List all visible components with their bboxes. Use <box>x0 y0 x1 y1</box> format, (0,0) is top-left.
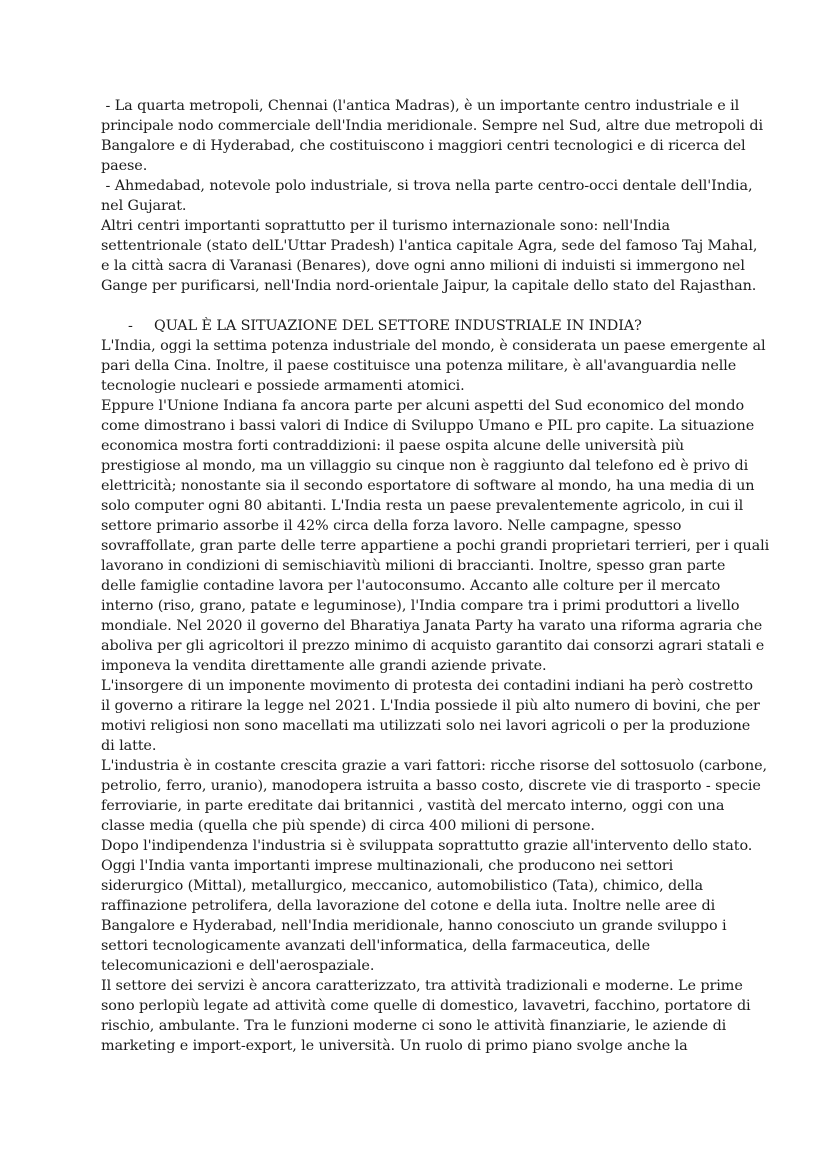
text-line: elettricità; nonostante sia il secondo esportatore di software al mondo, ha una media di un <box>101 478 755 494</box>
text-line: ferroviarie, in parte ereditate dai britannici , vastità del mercato interno, oggi con una <box>101 798 725 814</box>
text-line: L'industria è in costante crescita grazie a vari fattori: ricche risorse del sottosuolo (carbone, <box>101 758 768 774</box>
text-line: Bangalore e Hyderabad, nell'India meridionale, hanno conosciuto un grande sviluppo i <box>101 918 727 934</box>
section-heading <box>101 316 741 336</box>
text-line: siderurgico (Mittal), metallurgico, meccanico, automobilistico (Tata), chimico, della <box>101 878 704 894</box>
text-line: classe media (quella che più spende) di circa 400 milioni di persone. <box>101 818 595 834</box>
intro-paragraphs <box>101 96 763 296</box>
text-line: solo computer ogni 80 abitanti. L'India resta un paese prevalentemente agricolo, in cui il <box>101 498 744 514</box>
text-line: raffinazione petrolifera, della lavorazione del cotone e della iuta. Inoltre nelle aree di <box>101 898 716 914</box>
text-line: sovraffollate, gran parte delle terre appartiene a pochi grandi proprietari terrieri, per i quali <box>101 538 770 554</box>
text-line: L'insorgere di un imponente movimento di protesta dei contadini indiani ha però costretto <box>101 678 753 694</box>
text-line: Gange per purificarsi, nell'India nord-orientale Jaipur, la capitale dello stato del Rajasthan. <box>101 278 757 294</box>
text-line: settori tecnologicamente avanzati dell'informatica, della farmaceutica, delle <box>101 938 651 954</box>
text-line: aboliva per gli agricoltori il prezzo minimo di acquisto garantito dai consorzi agrari statali e <box>101 638 765 654</box>
text-line: Eppure l'Unione Indiana fa ancora parte per alcuni aspetti del Sud economico del mondo <box>101 398 745 414</box>
text-line: Altri centri importanti soprattutto per il turismo internazionale sono: nell'India <box>101 218 671 234</box>
text-line: Bangalore e di Hyderabad, che costituiscono i maggiori centri tecnologici e di ricerca del <box>101 138 746 154</box>
text-line: Dopo l'indipendenza l'industria si è sviluppata soprattutto grazie all'intervento dello stato. <box>101 838 753 854</box>
text-line: imponeva la vendita direttamente alle grandi aziende private. <box>101 658 547 674</box>
document-page <box>101 96 770 1056</box>
paragraph-spacer <box>101 296 741 316</box>
text-line: petrolio, ferro, uranio), manodopera istruita a basso costo, discrete vie di trasporto - specie <box>101 778 761 794</box>
text-line: Il settore dei servizi è ancora caratterizzato, tra attività tradizionali e moderne. Le prime <box>101 978 743 994</box>
text-line: paese. <box>101 158 148 174</box>
text-line: motivi religiosi non sono macellati ma utilizzati solo nei lavori agricoli o per la produzione <box>101 718 751 734</box>
text-line: pari della Cina. Inoltre, il paese costituisce una potenza militare, è all'avanguardia nelle <box>101 358 737 374</box>
text-line: - Ahmedabad, notevole polo industriale, si trova nella parte centro-occi dentale dell'India, <box>101 178 753 194</box>
text-line: prestigiose al mondo, ma un villaggio su cinque non è raggiunto dal telefono ed è privo di <box>101 458 749 474</box>
text-line: e la città sacra di Varanasi (Benares), dove ogni anno milioni di induisti si immergono nel <box>101 258 745 274</box>
text-line: settore primario assorbe il 42% circa della forza lavoro. Nelle campagne, spesso <box>101 518 682 534</box>
text-line: settentrionale (stato delL'Uttar Pradesh) l'antica capitale Agra, sede del famoso Taj Mahal, <box>101 238 758 254</box>
body-paragraphs <box>101 336 770 1056</box>
text-line: delle famiglie contadine lavora per l'autoconsumo. Accanto alle colture per il mercato <box>101 578 721 594</box>
text-line: Oggi l'India vanta importanti imprese multinazionali, che producono nei settori <box>101 858 674 874</box>
text-line: rischio, ambulante. Tra le funzioni moderne ci sono le attività finanziarie, le aziende di <box>101 1018 727 1034</box>
text-line: lavorano in condizioni di semischiavitù milioni di braccianti. Inoltre, spesso gran parte <box>101 558 726 574</box>
text-line: interno (riso, grano, patate e leguminose), l'India compare tra i primi produttori a livello <box>101 598 740 614</box>
text-line: L'India, oggi la settima potenza industriale del mondo, è considerata un paese emergente al <box>101 338 766 354</box>
text-line: - La quarta metropoli, Chennai (l'antica Madras), è un importante centro industriale e il <box>101 98 740 114</box>
text-line: telecomunicazioni e dell'aerospaziale. <box>101 958 375 974</box>
heading-dash: - <box>128 318 133 334</box>
text-line: tecnologie nucleari e possiede armamenti atomici. <box>101 378 465 394</box>
text-line: economica mostra forti contraddizioni: il paese ospita alcune delle università più <box>101 438 685 454</box>
text-line: di latte. <box>101 738 157 754</box>
text-line: sono perlopiù legate ad attività come quelle di domestico, lavavetri, facchino, portatore di <box>101 998 751 1014</box>
text-line: principale nodo commerciale dell'India meridionale. Sempre nel Sud, altre due metropoli di <box>101 118 763 134</box>
text-line: marketing e import-export, le università. Un ruolo di primo piano svolge anche la <box>101 1038 688 1054</box>
text-line: nel Gujarat. <box>101 198 187 214</box>
text-line: il governo a ritirare la legge nel 2021. L'India possiede il più alto numero di bovini, che per <box>101 698 760 714</box>
text-line: come dimostrano i bassi valori di Indice di Sviluppo Umano e PIL pro capite. La situazione <box>101 418 755 434</box>
text-line: mondiale. Nel 2020 il governo del Bharatiya Janata Party ha varato una riforma agraria che <box>101 618 763 634</box>
heading-text: QUAL È LA SITUAZIONE DEL SETTORE INDUSTRIALE IN INDIA? <box>154 318 642 334</box>
